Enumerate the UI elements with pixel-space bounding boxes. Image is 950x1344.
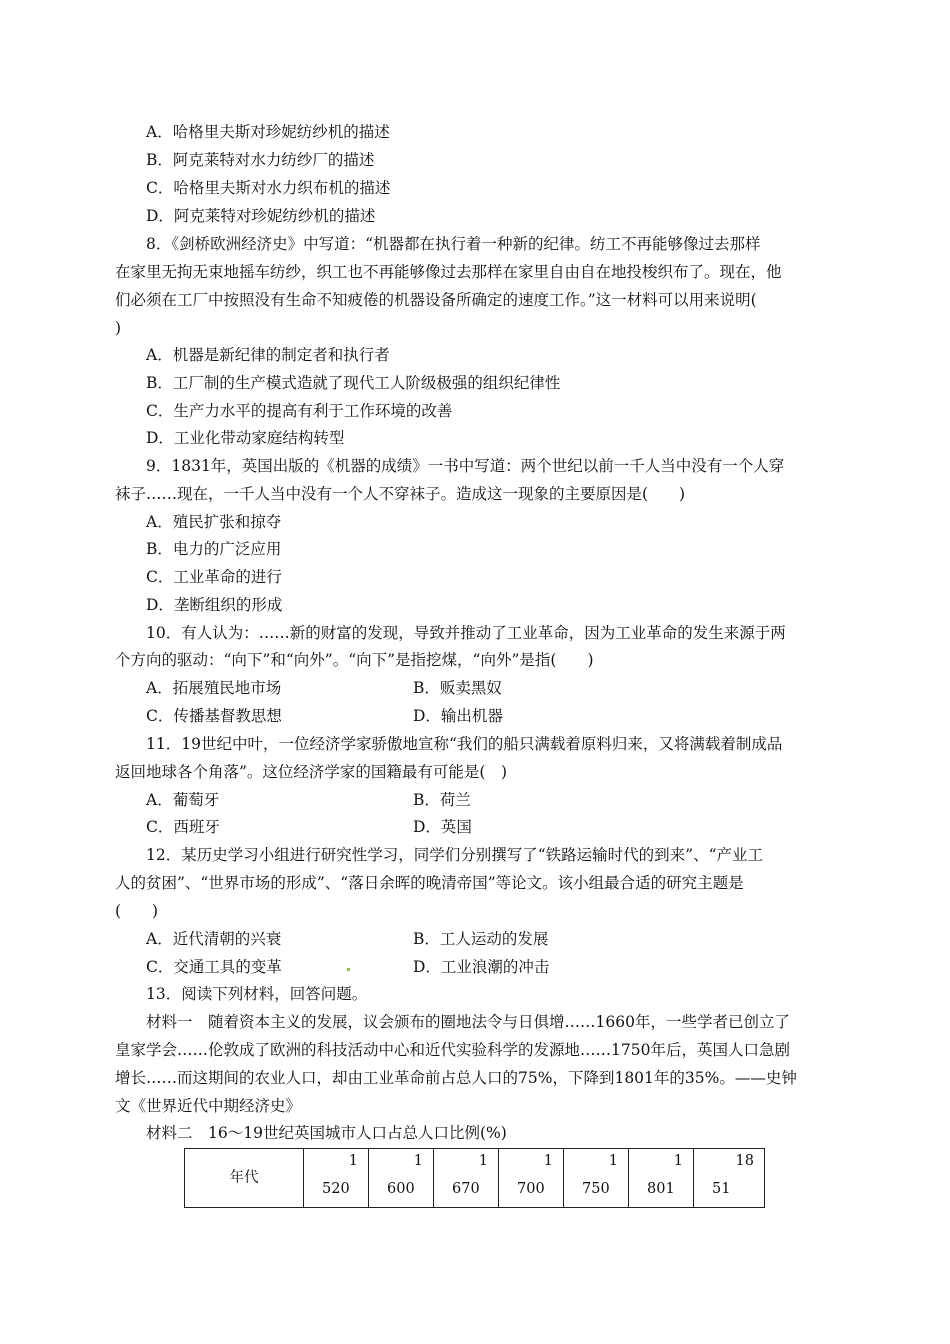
q7-option-a: A．哈格里夫斯对珍妮纺纱机的描述 — [146, 123, 390, 141]
table-header-cell — [185, 1149, 304, 1208]
q12-stem-line-2: 人的贫困”、“世界市场的形成”、“落日余晖的晚清帝国”等论文。该小组最合适的研究主题是 — [115, 874, 744, 892]
q10-stem-line-1: 10．有人认为：……新的财富的发现，导致并推动了工业革命，因为工业革命的发生来源于两 — [146, 624, 786, 642]
q11-option-d: D．英国 — [413, 818, 472, 836]
q11-stem-line-1: 11．19世纪中叶，一位经济学家骄傲地宣称“我们的船只满载着原料归来，又将满载着制成品 — [146, 735, 783, 753]
q9-stem-line-2: 袜子……现在，一千人当中没有一个人不穿袜子。造成这一现象的主要原因是( ) — [115, 485, 686, 503]
q8-stem-line-4: ) — [115, 319, 122, 337]
table-cell-year: 1 670 — [434, 1149, 499, 1208]
q10-stem-line-2: 个方向的驱动：“向下”和“向外”。“向下”是指挖煤，“向外”是指( ) — [115, 651, 594, 669]
q10-option-b: B．贩卖黑奴 — [413, 679, 502, 697]
q11-option-a: A．葡萄牙 — [146, 791, 220, 809]
table-cell-year: 1 700 — [499, 1149, 564, 1208]
q12-option-c: C．交通工具的变革 — [146, 958, 282, 976]
q8-option-a: A．机器是新纪律的制定者和执行者 — [146, 346, 390, 364]
q7-option-c: C．哈格里夫斯对水力织布机的描述 — [146, 179, 391, 197]
q10-option-c: C．传播基督教思想 — [146, 707, 282, 725]
q8-option-c: C．生产力水平的提高有利于工作环境的改善 — [146, 402, 453, 420]
q9-stem-line-1: 9．1831年，英国出版的《机器的成绩》一书中写道：两个世纪以前一千人当中没有一个人穿 — [146, 457, 785, 475]
q12-option-d: D．工业浪潮的冲击 — [413, 958, 550, 976]
q8-stem-line-2: 在家里无拘无束地摇车纺纱，织工也不再能够像过去那样在家里自由自在地投梭织布了。现在，他 — [115, 263, 782, 281]
q10-option-d: D．输出机器 — [413, 707, 503, 725]
q9-option-c: C．工业革命的进行 — [146, 568, 282, 586]
q9-option-b: B．电力的广泛应用 — [146, 540, 282, 558]
q13-material1-line-2: 皇家学会……伦敦成了欧洲的科技活动中心和近代实验科学的发源地……1750年后，英国人口急剧 — [115, 1041, 790, 1059]
q12-option-a: A．近代清朝的兴衰 — [146, 930, 282, 948]
q13-intro: 13．阅读下列材料，回答问题。 — [146, 985, 368, 1003]
table-cell-year: 1 600 — [369, 1149, 434, 1208]
q12-option-b: B．工人运动的发展 — [413, 930, 549, 948]
q8-stem-line-3: 们必须在工厂中按照没有生命不知疲倦的机器设备所确定的速度工作。”这一材料可以用来说明( — [115, 291, 757, 309]
table-cell-year: 1 750 — [564, 1149, 629, 1208]
q7-option-d: D．阿克莱特对珍妮纺纱机的描述 — [146, 207, 376, 225]
q13-material2-title: 材料二 16～19世纪英国城市人口占总人口比例(%) — [146, 1124, 507, 1142]
q13-material1-line-3: 增长……而这期间的农业人口，却由工业革命前占总人口的75%，下降到1801年的35%。——史钟 — [115, 1069, 797, 1087]
stray-mark — [347, 968, 350, 971]
q8-option-b: B．工厂制的生产模式造就了现代工人阶级极强的组织纪律性 — [146, 374, 561, 392]
table-header-label: 年代 — [229, 1170, 259, 1186]
q7-option-b: B．阿克莱特对水力纺纱厂的描述 — [146, 151, 375, 169]
table-cell-year: 1 520 — [304, 1149, 369, 1208]
q11-stem-line-2: 返回地球各个角落”。这位经济学家的国籍最有可能是( ) — [115, 763, 508, 781]
q13-material1-line-1: 材料一 随着资本主义的发展，议会颁布的圈地法令与日俱增……1660年，一些学者已创立了 — [146, 1013, 790, 1031]
q11-option-c: C．西班牙 — [146, 818, 220, 836]
table-cell-year: 1 801 — [629, 1149, 694, 1208]
q13-material1-line-4: 文《世界近代中期经济史》 — [115, 1097, 302, 1115]
table-row — [185, 1149, 765, 1208]
population-table — [184, 1148, 765, 1208]
q9-option-a: A．殖民扩张和掠夺 — [146, 513, 282, 531]
q8-stem-line-1: 8．《剑桥欧洲经济史》中写道：“机器都在执行着一种新的纪律。纺工不再能够像过去那样 — [146, 235, 761, 253]
q12-stem-line-3: ( ) — [115, 902, 159, 920]
q12-stem-line-1: 12．某历史学习小组进行研究性学习，同学们分别撰写了“铁路运输时代的到来”、“产业工 — [146, 846, 763, 864]
q10-option-a: A．拓展殖民地市场 — [146, 679, 282, 697]
q11-option-b: B．荷兰 — [413, 791, 471, 809]
q8-option-d: D．工业化带动家庭结构转型 — [146, 429, 345, 447]
q9-option-d: D．垄断组织的形成 — [146, 596, 283, 614]
table-cell-year: 18 51 — [694, 1149, 765, 1208]
